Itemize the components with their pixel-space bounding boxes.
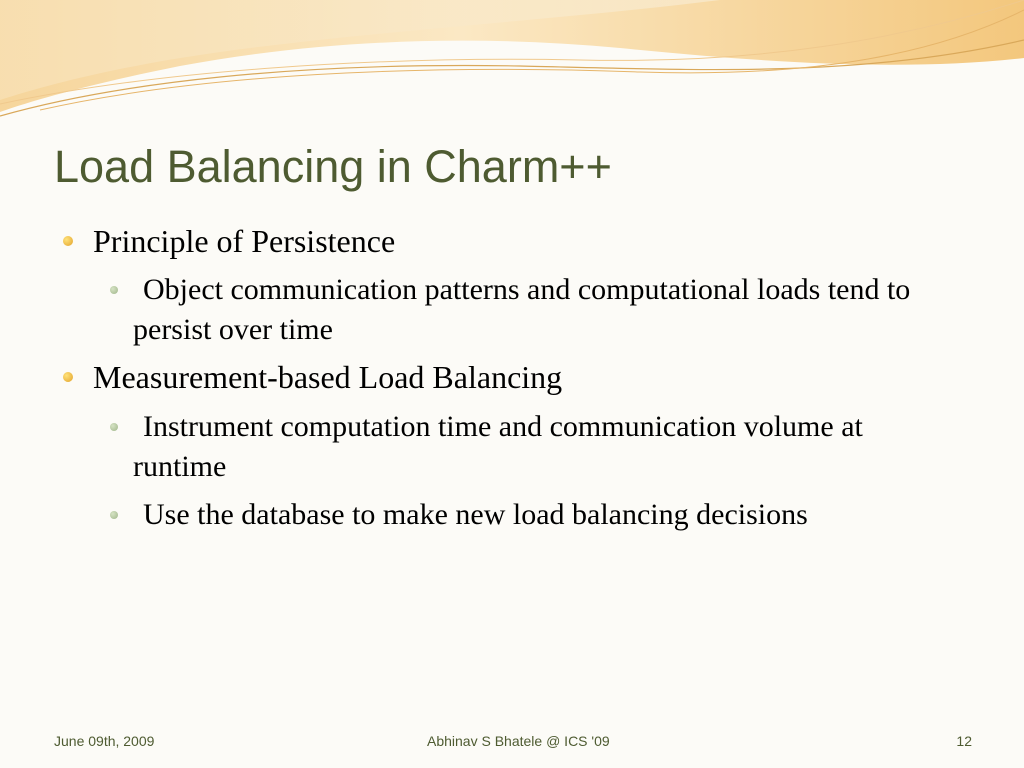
slide-title: Load Balancing in Charm++	[54, 141, 612, 192]
sub-bullet-dot-icon	[110, 286, 118, 294]
bullet-text: Principle of Persistence	[93, 223, 396, 259]
sub-bullet-dot-icon	[110, 511, 118, 519]
bullet-item	[60, 222, 990, 260]
slide-body	[60, 222, 990, 543]
bullet-dot-icon	[63, 372, 73, 382]
sub-bullet-dot-icon	[110, 423, 118, 431]
slide-number: 12	[956, 733, 972, 749]
bullet-text: Measurement-based Load Balancing	[93, 359, 563, 396]
sub-bullet-item	[60, 270, 990, 350]
header-wave-decoration	[0, 0, 1024, 130]
sub-bullet-text: Object communication patterns and computational loads tend to persist over time	[133, 273, 911, 347]
footer-date: June 09th, 2009	[54, 733, 155, 749]
sub-bullet-text: Use the database to make new load balancing decisions	[143, 497, 808, 531]
bullet-dot-icon	[63, 236, 73, 246]
sub-bullet-text: Instrument computation time and communication volume at runtime	[133, 409, 863, 483]
footer-author: Abhinav S Bhatele @ ICS '09	[427, 733, 610, 749]
bullet-item	[60, 358, 990, 396]
sub-bullet-item	[60, 407, 990, 487]
sub-bullet-item	[60, 495, 990, 535]
